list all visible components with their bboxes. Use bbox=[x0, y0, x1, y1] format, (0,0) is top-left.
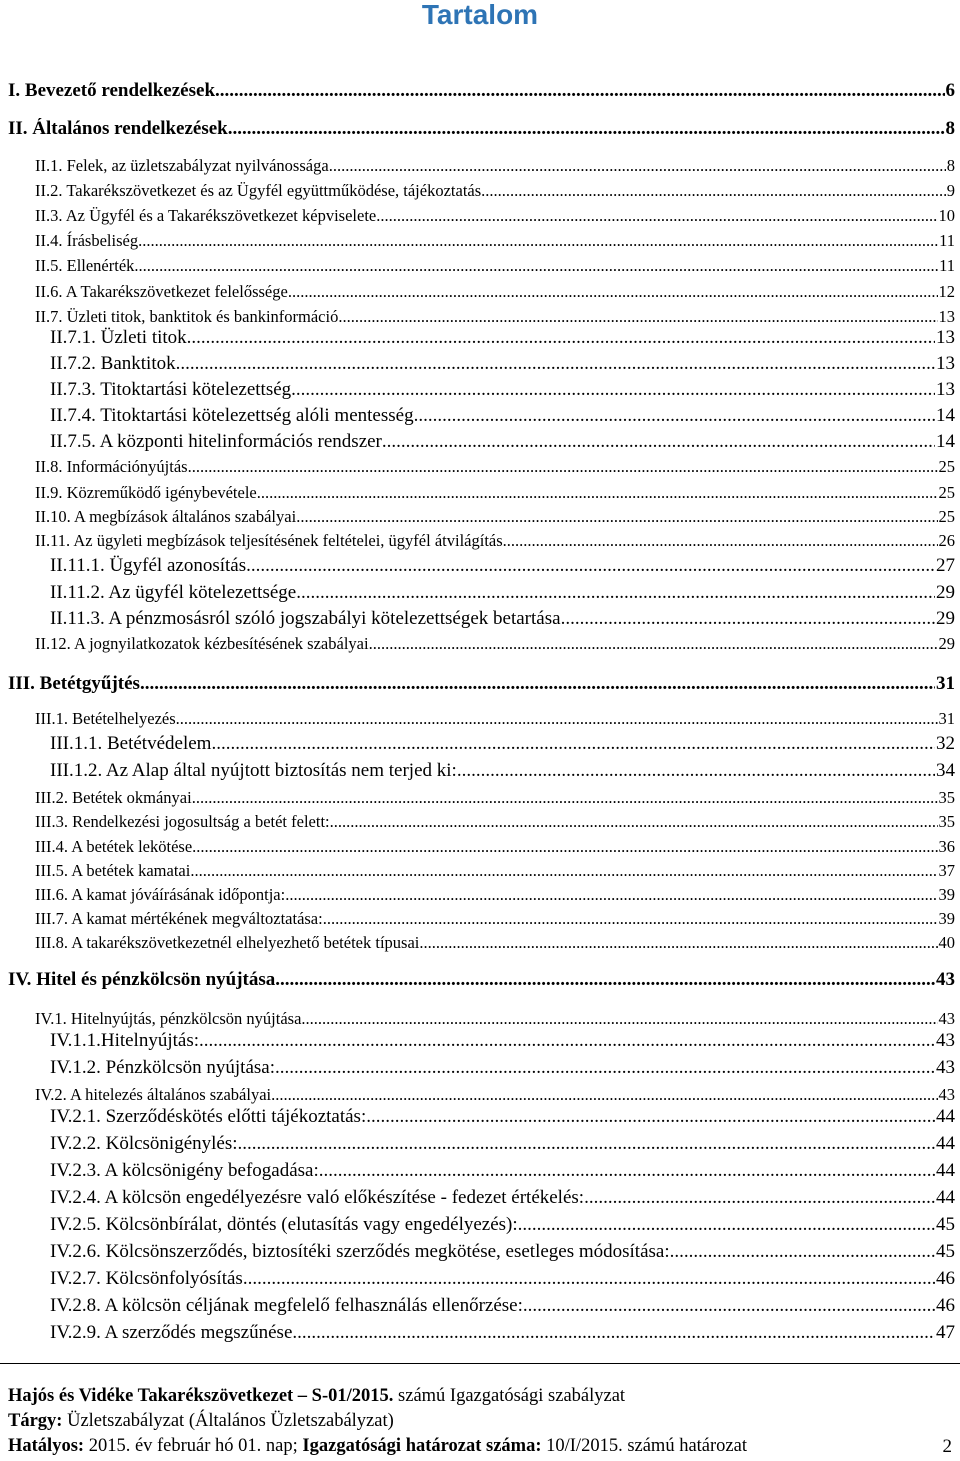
toc-dot-leader bbox=[138, 231, 938, 251]
toc-dot-leader bbox=[457, 760, 935, 782]
toc-dot-leader bbox=[523, 1295, 935, 1317]
toc-dot-leader bbox=[257, 483, 938, 503]
toc-entry[interactable] bbox=[8, 80, 955, 102]
toc-entry[interactable] bbox=[35, 282, 955, 302]
toc-entry-label: II.7.4. Titoktartási kötelezettség alóli mentesség bbox=[50, 405, 414, 426]
toc-dot-leader bbox=[190, 861, 937, 881]
toc-entry-label: II.7. Üzleti titok, banktitok és bankinformáció bbox=[35, 307, 339, 326]
toc-entry-page: 39 bbox=[938, 909, 955, 928]
toc-entry[interactable] bbox=[35, 507, 955, 527]
toc-entry[interactable] bbox=[35, 861, 955, 881]
toc-entry-label: IV.2.8. A kölcsön céljának megfelelő felhasználás ellenőrzése: bbox=[50, 1295, 523, 1316]
footer-divider bbox=[0, 1363, 960, 1364]
toc-entry-page: 43 bbox=[936, 1030, 955, 1051]
toc-entry-label: II.12. A jognyilatkozatok kézbesítésének szabályai bbox=[35, 634, 369, 653]
toc-entry-label: II.1. Felek, az üzletszabályzat nyilvánossága bbox=[35, 156, 329, 175]
toc-entry-page: 25 bbox=[938, 457, 955, 476]
toc-entry-label: II.2. Takarékszövetkezet és az Ügyfél együttműködése, tájékoztatás bbox=[35, 181, 482, 200]
toc-entry-label: IV.2. A hitelezés általános szabályai bbox=[35, 1085, 272, 1104]
page-number: 2 bbox=[942, 1436, 952, 1457]
toc-entry-label: III.1.1. Betétvédelem bbox=[50, 733, 212, 754]
toc-entry-page: 31 bbox=[938, 709, 955, 728]
toc-entry[interactable] bbox=[35, 885, 955, 905]
toc-entry-page: 40 bbox=[938, 933, 955, 952]
toc-entry[interactable] bbox=[35, 1085, 955, 1105]
toc-entry-page: 8 bbox=[946, 156, 955, 175]
toc-dot-leader bbox=[134, 256, 938, 276]
toc-entry-label: IV.2.5. Kölcsönbírálat, döntés (elutasítás vagy engedélyezés): bbox=[50, 1214, 518, 1235]
toc-dot-leader bbox=[215, 80, 944, 102]
toc-entry[interactable] bbox=[50, 760, 955, 782]
toc-dot-leader bbox=[382, 431, 935, 453]
toc-dot-leader bbox=[199, 1030, 935, 1052]
toc-dot-leader bbox=[319, 1160, 935, 1182]
toc-entry-page: 45 bbox=[936, 1241, 955, 1262]
toc-dot-leader bbox=[301, 1009, 937, 1029]
toc-dot-leader bbox=[228, 118, 945, 140]
toc-entry-page: 11 bbox=[939, 231, 955, 250]
toc-entry-page: 8 bbox=[945, 118, 955, 139]
footer-resolution-number: 10/I/2015. számú határozat bbox=[541, 1436, 747, 1456]
toc-entry-label: II.5. Ellenérték bbox=[35, 256, 135, 275]
toc-entry-label: II.7.1. Üzleti titok bbox=[50, 327, 187, 348]
toc-dot-leader bbox=[296, 582, 935, 604]
toc-dot-leader bbox=[330, 812, 938, 832]
toc-entry[interactable] bbox=[50, 608, 955, 630]
toc-entry[interactable] bbox=[8, 673, 955, 695]
toc-dot-leader bbox=[176, 353, 935, 375]
toc-entry[interactable] bbox=[50, 1133, 955, 1155]
toc-entry-label: III.4. A betétek lekötése bbox=[35, 837, 193, 856]
toc-dot-leader bbox=[338, 307, 937, 327]
toc-entry[interactable] bbox=[35, 531, 955, 551]
footer-line-subject bbox=[8, 1411, 394, 1432]
toc-dot-leader bbox=[376, 206, 937, 226]
toc-entry-page: 27 bbox=[936, 555, 955, 576]
toc-entry-label: III.3. Rendelkezési jogosultság a betét felett: bbox=[35, 812, 330, 831]
toc-entry-label: III.5. A betétek kamatai bbox=[35, 861, 191, 880]
toc-entry-label: II. Általános rendelkezések bbox=[8, 118, 228, 139]
toc-entry[interactable] bbox=[35, 788, 955, 808]
toc-entry-page: 9 bbox=[946, 181, 955, 200]
toc-entry-page: 43 bbox=[936, 969, 955, 990]
toc-entry[interactable] bbox=[35, 206, 955, 226]
toc-dot-leader bbox=[187, 327, 935, 349]
toc-dot-leader bbox=[329, 156, 946, 176]
toc-entry-label: IV.1.2. Pénzkölcsön nyújtása: bbox=[50, 1057, 275, 1078]
toc-dot-leader bbox=[296, 507, 937, 527]
toc-dot-leader bbox=[188, 457, 938, 477]
toc-entry-page: 35 bbox=[938, 812, 955, 831]
footer-resolution-label: Igazgatósági határozat száma: bbox=[302, 1436, 542, 1456]
toc-entry-label: I. Bevezető rendelkezések bbox=[8, 80, 216, 101]
toc-entry[interactable] bbox=[50, 1187, 955, 1209]
toc-entry[interactable] bbox=[35, 181, 955, 201]
toc-entry[interactable] bbox=[50, 1268, 955, 1290]
toc-entry-label: IV.2.2. Kölcsönigénylés: bbox=[50, 1133, 238, 1154]
toc-entry-page: 32 bbox=[936, 733, 955, 754]
toc-entry-page: 44 bbox=[936, 1160, 955, 1181]
toc-entry[interactable] bbox=[50, 327, 955, 349]
toc-entry[interactable] bbox=[35, 483, 955, 503]
toc-entry-page: 35 bbox=[938, 788, 955, 807]
toc-dot-leader bbox=[192, 837, 937, 857]
toc-entry[interactable] bbox=[35, 634, 955, 654]
toc-entry[interactable] bbox=[35, 307, 955, 327]
toc-entry[interactable] bbox=[50, 431, 955, 453]
toc-entry[interactable] bbox=[50, 353, 955, 375]
toc-entry[interactable] bbox=[50, 405, 955, 427]
toc-entry-page: 44 bbox=[936, 1187, 955, 1208]
toc-dot-leader bbox=[366, 1106, 935, 1128]
toc-dot-leader bbox=[192, 788, 938, 808]
toc-entry-page: 44 bbox=[936, 1133, 955, 1154]
toc-entry-label: II.3. Az Ügyfél és a Takarékszövetkezet képviselete bbox=[35, 206, 377, 225]
toc-entry-label: IV. Hitel és pénzkölcsön nyújtása bbox=[8, 969, 276, 990]
toc-dot-leader bbox=[414, 405, 935, 427]
toc-dot-leader bbox=[670, 1241, 935, 1263]
toc-entry-page: 11 bbox=[939, 256, 955, 275]
toc-entry[interactable] bbox=[35, 812, 955, 832]
toc-entry[interactable] bbox=[50, 1030, 955, 1052]
toc-entry-label: II.4. Írásbeliség bbox=[35, 231, 139, 250]
toc-entry-label: II.6. A Takarékszövetkezet felelőssége bbox=[35, 282, 288, 301]
toc-entry[interactable] bbox=[50, 733, 955, 755]
toc-entry[interactable] bbox=[50, 1295, 955, 1317]
toc-entry[interactable] bbox=[35, 231, 955, 251]
toc-entry-page: 14 bbox=[936, 405, 955, 426]
toc-entry-page: 29 bbox=[936, 582, 955, 603]
toc-entry[interactable] bbox=[35, 837, 955, 857]
footer-organization: Hajós és Vidéke Takarékszövetkezet – S-01/2015. bbox=[8, 1386, 394, 1406]
toc-entry-label: IV.2.6. Kölcsönszerződés, biztosítéki szerződés megkötése, esetleges módosítása: bbox=[50, 1241, 670, 1262]
toc-entry-page: 13 bbox=[936, 327, 955, 348]
toc-dot-leader bbox=[243, 1268, 935, 1290]
toc-dot-leader bbox=[291, 379, 935, 401]
toc-entry-page: 46 bbox=[936, 1295, 955, 1316]
toc-entry-page: 43 bbox=[936, 1057, 955, 1078]
toc-dot-leader bbox=[211, 733, 935, 755]
toc-entry-page: 43 bbox=[938, 1009, 955, 1028]
toc-entry-label: II.7.2. Banktitok bbox=[50, 353, 176, 374]
toc-entry-page: 47 bbox=[936, 1322, 955, 1343]
toc-dot-leader bbox=[275, 1057, 935, 1079]
toc-entry-label: III.1. Betételhelyezés bbox=[35, 709, 176, 728]
footer-regulation-type: számú Igazgatósági szabályzat bbox=[393, 1386, 626, 1406]
toc-entry-label: IV.1. Hitelnyújtás, pénzkölcsön nyújtása bbox=[35, 1009, 302, 1028]
toc-entry[interactable] bbox=[50, 555, 955, 577]
toc-entry[interactable] bbox=[8, 118, 955, 140]
toc-entry[interactable] bbox=[50, 582, 955, 604]
toc-entry-page: 25 bbox=[938, 483, 955, 502]
toc-entry[interactable] bbox=[50, 379, 955, 401]
toc-entry-page: 29 bbox=[936, 608, 955, 629]
toc-dot-leader bbox=[238, 1133, 935, 1155]
toc-entry-page: 12 bbox=[938, 282, 955, 301]
toc-dot-leader bbox=[285, 885, 937, 905]
toc-entry[interactable] bbox=[50, 1241, 955, 1263]
toc-entry-page: 13 bbox=[936, 353, 955, 374]
toc-entry-label: III.7. A kamat mértékének megváltoztatása: bbox=[35, 909, 323, 928]
toc-entry-label: II.11.1. Ügyfél azonosítás bbox=[50, 555, 247, 576]
toc-dot-leader bbox=[292, 1322, 935, 1344]
toc-dot-leader bbox=[518, 1214, 935, 1236]
toc-entry-label: III. Betétgyűjtés bbox=[8, 673, 140, 694]
toc-entry-label: III.1.2. Az Alap által nyújtott biztosítás nem terjed ki: bbox=[50, 760, 457, 781]
toc-dot-leader bbox=[369, 634, 938, 654]
toc-dot-leader bbox=[275, 969, 935, 991]
toc-entry-page: 26 bbox=[938, 531, 955, 550]
footer-subject: Üzletszabályzat (Általános Üzletszabályzat) bbox=[62, 1411, 394, 1431]
toc-entry-label: IV.2.1. Szerződéskötés előtti tájékoztatás: bbox=[50, 1106, 367, 1127]
toc-dot-leader bbox=[323, 909, 938, 929]
toc-dot-leader bbox=[288, 282, 938, 302]
toc-entry-label: III.2. Betétek okmányai bbox=[35, 788, 192, 807]
toc-dot-leader bbox=[140, 673, 935, 695]
toc-entry[interactable] bbox=[50, 1322, 955, 1344]
toc-entry[interactable] bbox=[35, 933, 955, 953]
toc-dot-leader bbox=[503, 531, 938, 551]
toc-entry-label: II.10. A megbízások általános szabályai bbox=[35, 507, 297, 526]
toc-entry-page: 25 bbox=[938, 507, 955, 526]
toc-entry-label: IV.2.7. Kölcsönfolyósítás bbox=[50, 1268, 243, 1289]
toc-entry-page: 31 bbox=[936, 673, 955, 694]
toc-entry-label: IV.2.4. A kölcsön engedélyezésre való előkészítése - fedezet értékelés: bbox=[50, 1187, 585, 1208]
toc-entry-label: IV.2.3. A kölcsönigény befogadása: bbox=[50, 1160, 319, 1181]
toc-entry-page: 13 bbox=[936, 379, 955, 400]
toc-entry-label: II.11.2. Az ügyfél kötelezettsége bbox=[50, 582, 297, 603]
toc-entry-label: III.6. A kamat jóváírásának időpontja: bbox=[35, 885, 286, 904]
toc-entry-label: III.8. A takarékszövetkezetnél elhelyezhető betétek típusai bbox=[35, 933, 420, 952]
toc-dot-leader bbox=[271, 1085, 937, 1105]
toc-entry[interactable] bbox=[50, 1160, 955, 1182]
toc-dot-leader bbox=[561, 608, 935, 630]
toc-entry-label: IV.1.1.Hitelnyújtás: bbox=[50, 1030, 200, 1051]
page-title: Tartalom bbox=[421, 0, 539, 30]
toc-entry-page: 6 bbox=[945, 80, 955, 101]
toc-entry-page: 10 bbox=[938, 206, 955, 225]
toc-entry-page: 36 bbox=[938, 837, 955, 856]
toc-entry-label: II.11.3. A pénzmosásról szóló jogszabályi kötelezettségek betartása bbox=[50, 608, 561, 629]
toc-entry-page: 43 bbox=[938, 1085, 955, 1104]
toc-entry[interactable] bbox=[35, 709, 955, 729]
toc-entry[interactable] bbox=[35, 156, 955, 176]
toc-entry-page: 13 bbox=[938, 307, 955, 326]
toc-entry-page: 37 bbox=[938, 861, 955, 880]
toc-entry-label: II.9. Közreműködő igénybevétele bbox=[35, 483, 257, 502]
toc-entry-label: II.11. Az ügyleti megbízások teljesítésének feltételei, ügyfél átvilágítás bbox=[35, 531, 503, 550]
toc-entry-label: IV.2.9. A szerződés megszűnése bbox=[50, 1322, 293, 1343]
toc-entry[interactable] bbox=[35, 457, 955, 477]
toc-entry-page: 46 bbox=[936, 1268, 955, 1289]
footer-effective-date: 2015. év február hó 01. nap; bbox=[84, 1436, 303, 1456]
toc-dot-leader bbox=[481, 181, 946, 201]
footer-effective-label: Hatályos: bbox=[8, 1436, 85, 1456]
toc-entry-page: 39 bbox=[938, 885, 955, 904]
toc-dot-leader bbox=[176, 709, 938, 729]
toc-entry-page: 44 bbox=[936, 1106, 955, 1127]
toc-entry[interactable] bbox=[8, 969, 955, 991]
toc-entry-page: 14 bbox=[936, 431, 955, 452]
toc-entry[interactable] bbox=[35, 1009, 955, 1029]
toc-entry-label: II.7.3. Titoktartási kötelezettség bbox=[50, 379, 292, 400]
toc-entry[interactable] bbox=[35, 909, 955, 929]
toc-dot-leader bbox=[246, 555, 935, 577]
toc-entry-page: 34 bbox=[936, 760, 955, 781]
toc-entry[interactable] bbox=[50, 1057, 955, 1079]
footer-subject-label: Tárgy: bbox=[8, 1411, 63, 1431]
toc-entry[interactable] bbox=[50, 1106, 955, 1128]
toc-dot-leader bbox=[419, 933, 937, 953]
toc-entry-label: II.7.5. A központi hitelinformációs rendszer bbox=[50, 431, 382, 452]
toc-entry[interactable] bbox=[50, 1214, 955, 1236]
toc-dot-leader bbox=[584, 1187, 935, 1209]
toc-entry-label: II.8. Információnyújtás bbox=[35, 457, 188, 476]
toc-entry[interactable] bbox=[35, 256, 955, 276]
footer-line-effective bbox=[8, 1436, 747, 1457]
toc-entry-page: 29 bbox=[938, 634, 955, 653]
footer-line-organization bbox=[8, 1386, 625, 1407]
toc-entry-page: 45 bbox=[936, 1214, 955, 1235]
